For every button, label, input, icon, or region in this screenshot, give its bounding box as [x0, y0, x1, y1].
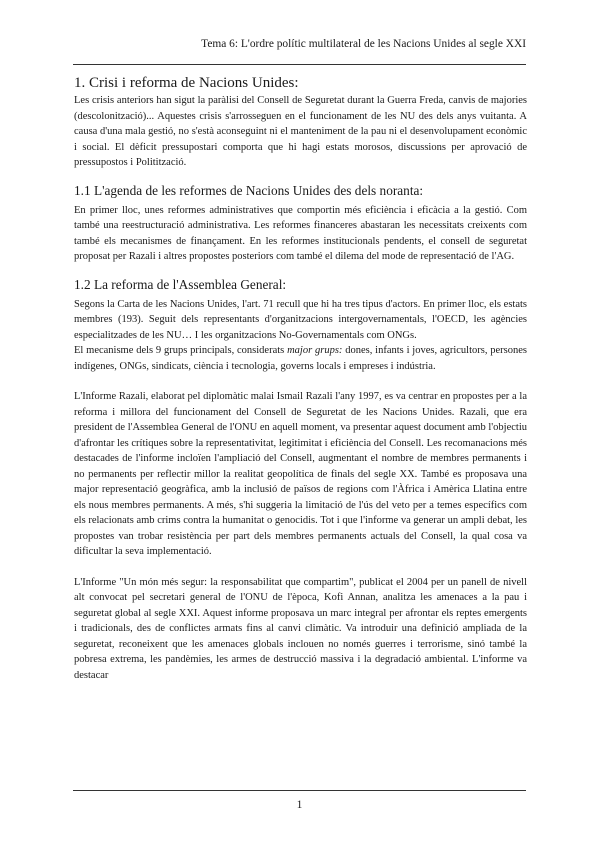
paragraph-informe-razali: L'Informe Razali, elaborat pel diplomàtic malai Ismail Razali l'any 1997, es va centrar en propostes per a la reforma i millora del funcionament del Consell de Seguretat de les Nacions Unides. Razali, que era president de l'Assemblea General de l'ONU en aquell moment, va presentar aquest document amb l'objectiu d'afrontar les crítiques sobre la representativitat, legitimitat i eficiència del Consell. Les recomanacions més destacades de l'informe incloïen l'ampliació del Consell, augmentant el nombre de membres permanents i no permanents per reflectir millor la realitat geopolítica de finals del segle XX. També es proposava una major representació geogràfica, amb la inclusió de països de regions com l'Àfrica i Amèrica Llatina entre els nous membres permanents. A més, s'hi suggeria la limitació de l'ús del veto per a temes específics com els relacionats amb crims contra la humanitat o genocidis. Tot i que l'informe va generar un ampli debat, les propostes van trobar resistència per part dels membres permanents actuals del Consell, la qual cosa va dificultar la seva implementació. — [74, 391, 527, 557]
paragraph-informe-mon-mes-segur: L'Informe "Un món més segur: la responsabilitat que compartim", publicat el 2004 per un panell de nivell alt convocat pel secretari general de l'ONU de l'època, Kofi Annan, analitza les amenaces a la pau i seguretat global al segle XXI. Aquest informe proposava un marc integral per afrontar els reptes emergents i tradicionals, des de conflictes armats fins al canvi climàtic. Va introduir una definició ampliada de la seguretat, reconeixent que les amenaces globals inclouen no només guerres i terrorisme, sinó també la pobresa extrema, les pandèmies, les armes de destrucció massiva i la degradació ambiental. L'informe va destacar — [74, 576, 527, 681]
running-title: Tema 6: L'ordre polític multilateral de les Nacions Unides al segle XXI — [201, 38, 526, 50]
paragraph-crisis: Les crisis anteriors han sigut la paràlisi del Consell de Seguretat durant la Guerra Freda, canvis de majories (descolonització)... Aquestes crisis s'arrosseguen en el funcionament de les NU des dels anys vuitanta. A causa d'una mala gestió, no s'està aconseguint ni el manteniment de la pau ni el desenvolupament econòmic i social. El dèficit pressupostari comporta que hi hagi estats morosos, discussions per aprovació de pressupostos i Politització. — [74, 95, 527, 168]
major-grups-term: major grups: — [287, 345, 343, 356]
paragraph-agenda: En primer lloc, unes reformes administratives que comportin més eficiència i eficàcia a la gestió. Com també una reestructuració administrativa. Les reformes financeres abastaran les necessitats creixents com també els mecanismes de finançament. En les reformes institucionals pendents, el consell de seguretat proposat per Razali i altres propostes posteriors com també el dilema del mode de representació de l'AG. — [74, 204, 527, 262]
page-number: 1 — [296, 799, 303, 811]
major-grups-lead: El mecanisme dels 9 grups principals, considerats — [74, 345, 288, 356]
section-title-crisi-reforma: 1. Crisi i reforma de Nacions Unides: — [74, 75, 299, 91]
major-grups-list: dones, infants i joves, agricultors, persones indígenes, ONGs, sindicats, ciència i tecnologia, governs locals i empreses i indústria. — [74, 345, 527, 372]
page-footer — [73, 790, 526, 811]
page-content — [74, 74, 527, 683]
paragraph-major-grups — [74, 343, 527, 374]
page-header — [73, 34, 526, 65]
paragraph-carta-actors: Segons la Carta de les Nacions Unides, l'art. 71 recull que hi ha tres tipus d'actors. En primer lloc, els estats membres (193). Seguit dels representants d'organitzacions intergovernamentals, l'OECD, les agències especialitzades de les NU… I les organitzacions No-Governamentals com ONGs. — [74, 298, 527, 341]
section-title-agenda-reformes: 1.1 L'agenda de les reformes de Nacions Unides des dels noranta: — [74, 182, 424, 198]
section-title-reforma-assemblea: 1.2 La reforma de l'Assemblea General: — [74, 276, 287, 292]
